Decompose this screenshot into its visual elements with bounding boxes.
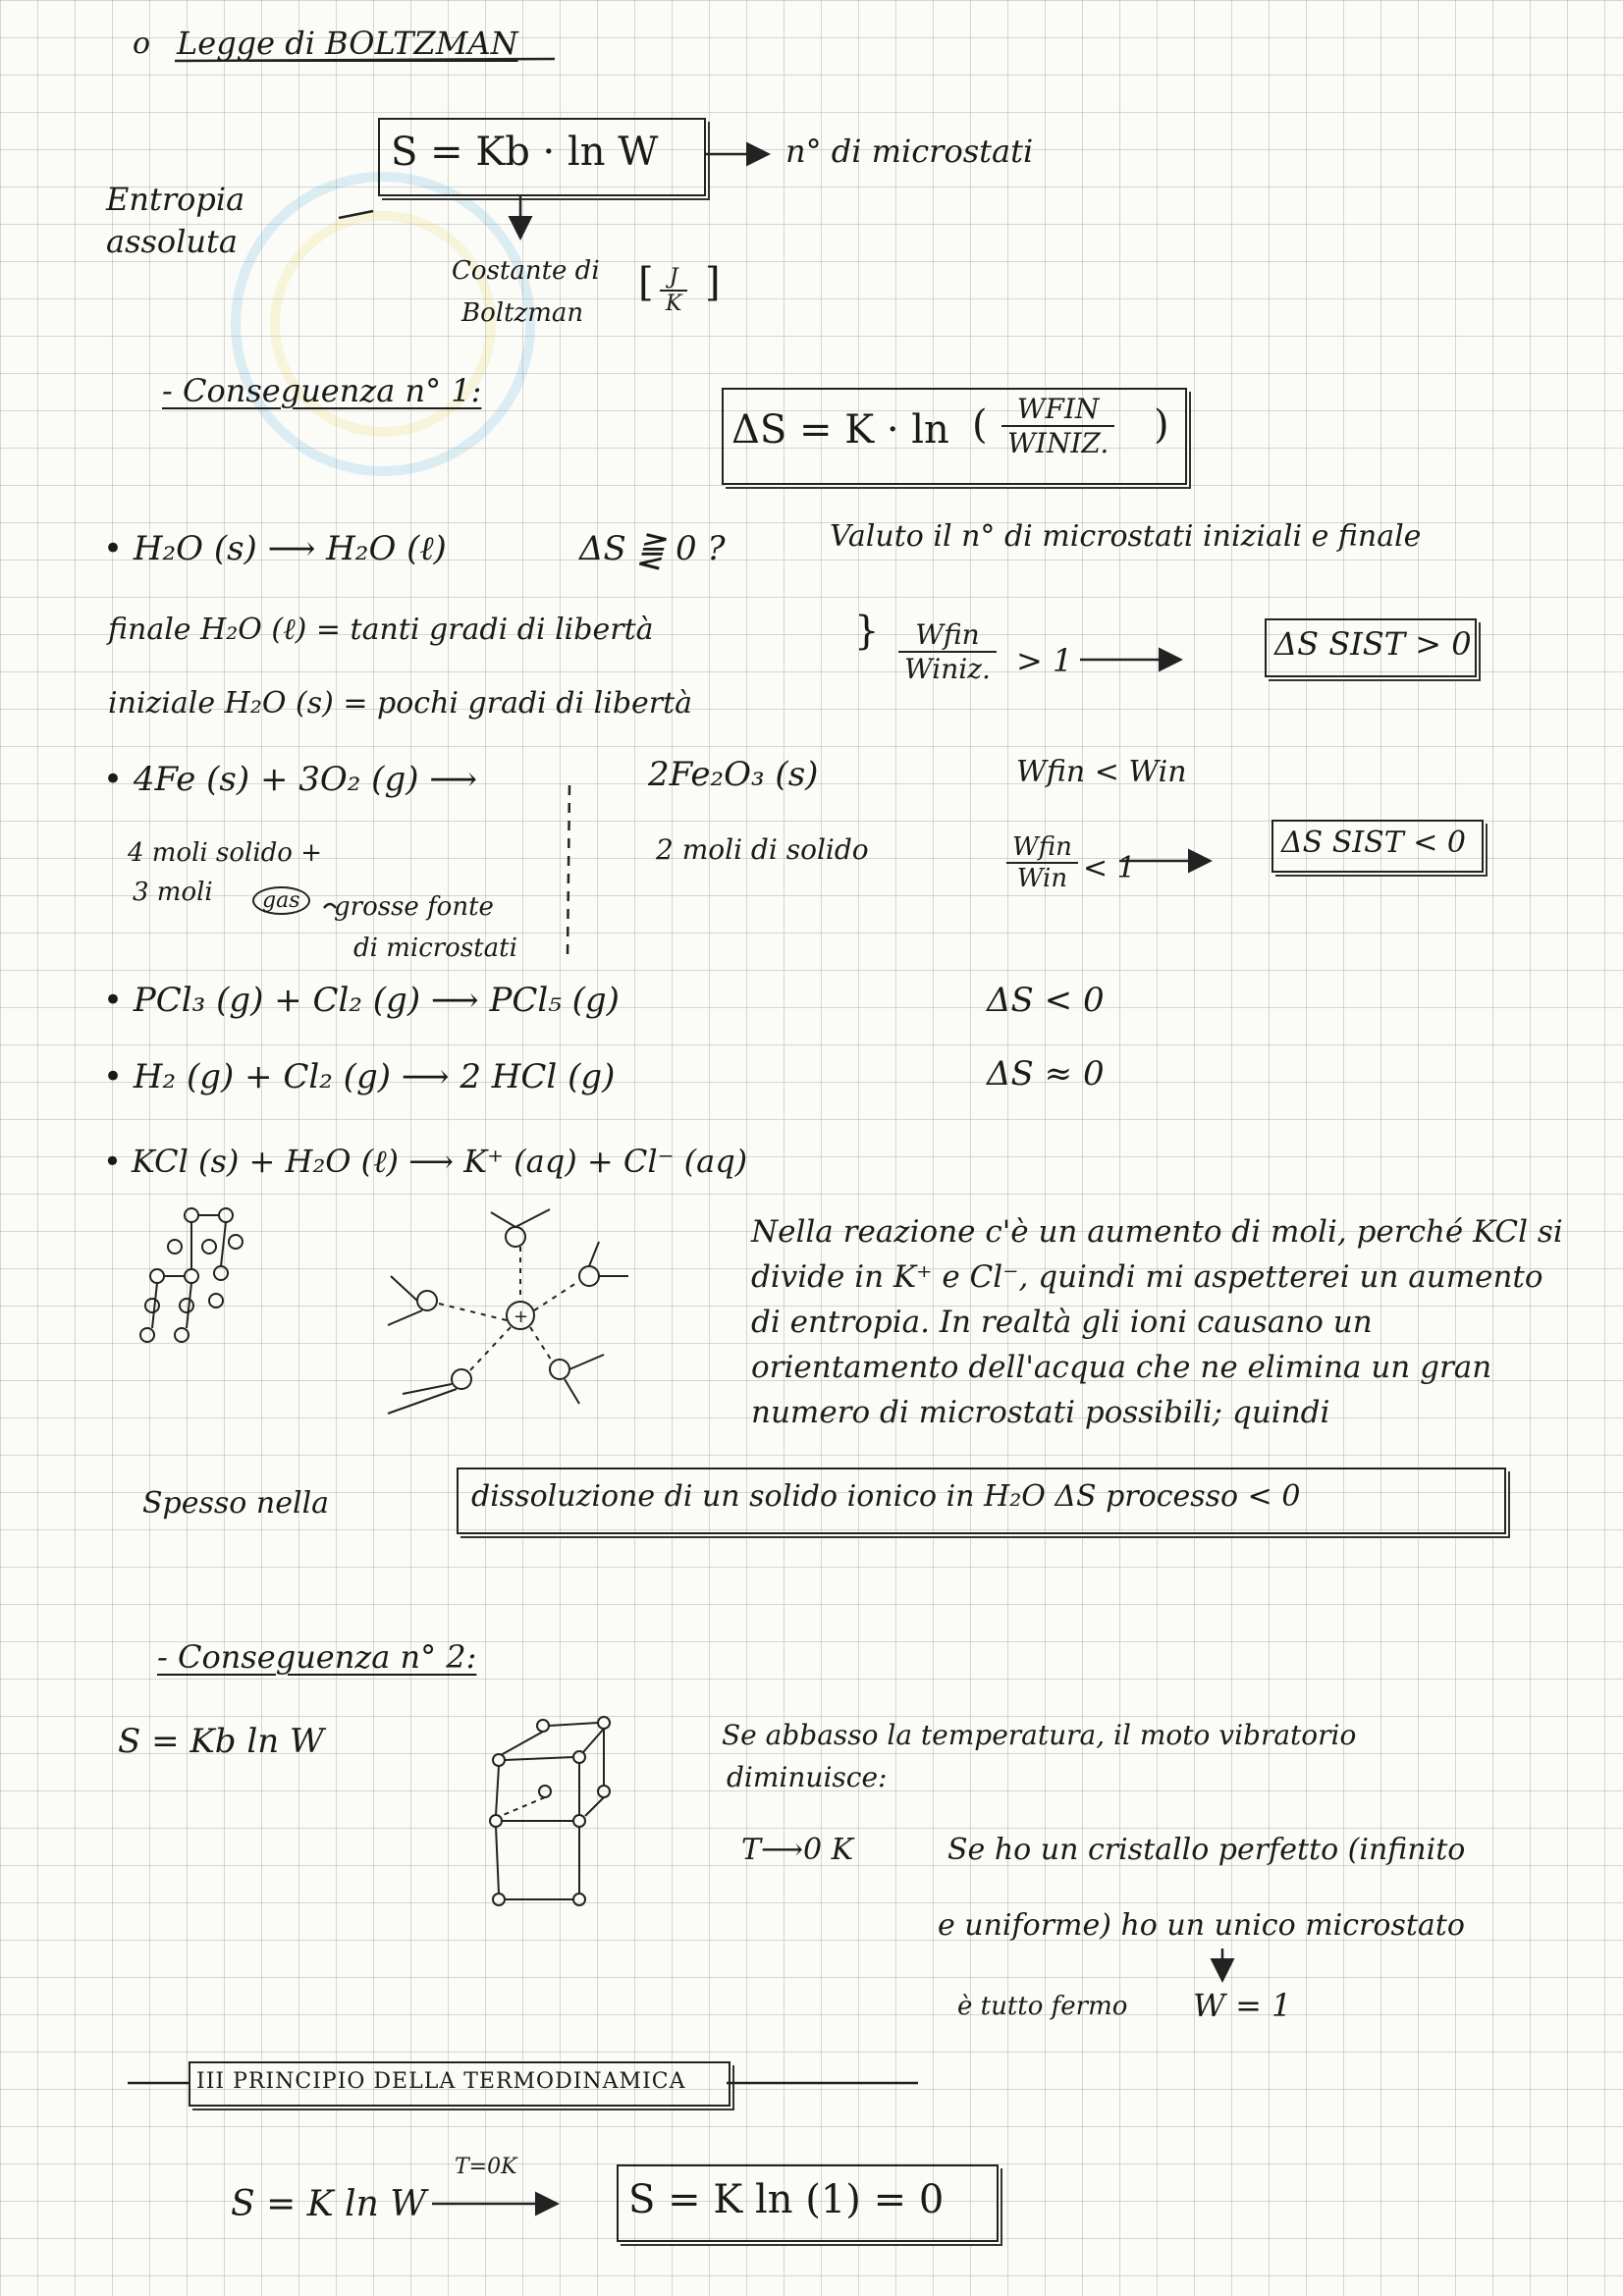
ex1-reaction: • H₂O (s) ⟶ H₂O (ℓ) xyxy=(103,529,447,568)
ex2-result: ΔS SIST < 0 xyxy=(1281,826,1467,860)
consequence-2-w-one: W = 1 xyxy=(1193,1987,1292,2024)
ex1-final: finale H₂O (ℓ) = tanti gradi di libertà xyxy=(108,613,654,647)
ex4-reaction: • H₂ (g) + Cl₂ (g) ⟶ 2 HCl (g) xyxy=(103,1057,616,1096)
third-law-title: III PRINCIPIO DELLA TERMODINAMICA xyxy=(196,2069,686,2094)
entropy-label-line2: assoluta xyxy=(106,223,238,260)
consequence-2-crystal-2: e uniforme) ho un unico microstato xyxy=(938,1908,1465,1943)
consequence-2-label: - Conseguenza n° 2: xyxy=(157,1638,477,1676)
third-law-arrow-label: T=0K xyxy=(455,2155,517,2179)
entropy-label-line1: Entropia xyxy=(106,181,245,218)
microstates-note: n° di microstati xyxy=(785,133,1034,170)
page-title: Legge di BOLTZMAN xyxy=(177,25,518,62)
ex1-question: ΔS ⪌ 0 ? xyxy=(579,529,726,568)
consequence-2-still: è tutto fermo xyxy=(957,1992,1128,2021)
constant-label-line1: Costante di xyxy=(452,256,600,286)
boltzmann-unit: $\frac{J}{K}$ xyxy=(660,265,687,316)
consequence-2-note-1: Se abbasso la temperatura, il moto vibratorio xyxy=(722,1719,1357,1751)
third-law-result: S = K ln (1) = 0 xyxy=(628,2177,945,2222)
ex2-note-1: 4 moli solido + xyxy=(128,838,322,868)
perfect-crystal-sketch xyxy=(490,1717,610,1905)
ex1-note: Valuto il n° di microstati iniziali e finale xyxy=(830,519,1422,554)
ex5-boxed: dissoluzione di un solido ionico in H₂O ΔS processo < 0 xyxy=(471,1479,1301,1514)
ex2-product-note: 2 moli di solido xyxy=(656,833,869,866)
ex2-product: 2Fe₂O₃ (s) xyxy=(648,755,819,794)
ex5-spesso: Spesso nella xyxy=(142,1486,330,1521)
ex4-result: ΔS ≈ 0 xyxy=(987,1054,1105,1094)
hydrated-ion-sketch xyxy=(388,1209,628,1414)
ex3-result: ΔS < 0 xyxy=(987,981,1105,1020)
ex2-ratio: Wfin Win xyxy=(1006,832,1078,893)
ex2-note-2: 3 moli xyxy=(133,878,213,907)
third-law-lhs: S = K ln W xyxy=(231,2184,427,2224)
consequence-1-fraction: WFIN WINIZ. xyxy=(1001,393,1114,459)
consequence-2-crystal-1: Se ho un cristallo perfetto (infinito xyxy=(947,1833,1466,1867)
consequence-2-note-2: diminuisce: xyxy=(727,1761,888,1793)
ex2-reaction: • 4Fe (s) + 3O₂ (g) ⟶ xyxy=(103,760,478,799)
kcl-lattice-sketch xyxy=(140,1208,243,1342)
ex1-ratio-rel: > 1 xyxy=(1016,642,1073,679)
consequence-1-formula: ΔS = K · ln xyxy=(731,407,949,453)
ex1-result: ΔS SIST > 0 xyxy=(1274,625,1472,663)
svg-text:+: + xyxy=(514,1307,529,1327)
ex3-reaction: • PCl₃ (g) + Cl₂ (g) ⟶ PCl₅ (g) xyxy=(103,981,620,1020)
ex1-ratio: Wfin Winiz. xyxy=(898,618,997,685)
ex5-reaction: • KCl (s) + H₂O (ℓ) ⟶ K⁺ (aq) + Cl⁻ (aq) xyxy=(103,1143,748,1180)
header-bullet: o xyxy=(133,27,151,61)
ex2-note-3: grosse fonte xyxy=(334,892,494,922)
ex1-initial: iniziale H₂O (s) = pochi gradi di libertà xyxy=(108,686,693,721)
consequence-2-t-zero: T⟶0 K xyxy=(741,1833,854,1867)
ex2-note-4: di microstati xyxy=(353,934,517,963)
consequence-1-label: - Conseguenza n° 1: xyxy=(162,372,482,409)
ex2-gas-circled: gas xyxy=(252,886,310,915)
ex5-explanation: Nella reazione c'è un aumento di moli, perché KCl si divide in K⁺ e Cl⁻, quindi mi aspetterei un aumento di entropia. In realtà gli ioni causano un orientamento dell'acqua che ne elimina un gran numero di microstati possibili; quindi xyxy=(751,1214,1563,1430)
constant-label-line2: Boltzman xyxy=(461,298,584,328)
boltzmann-formula: S = Kb · ln W xyxy=(391,130,659,175)
consequence-2-formula: S = Kb ln W xyxy=(118,1722,324,1761)
ex2-ratio-rel: < 1 xyxy=(1083,851,1136,885)
ex2-compare: Wfin < Win xyxy=(1016,755,1187,789)
